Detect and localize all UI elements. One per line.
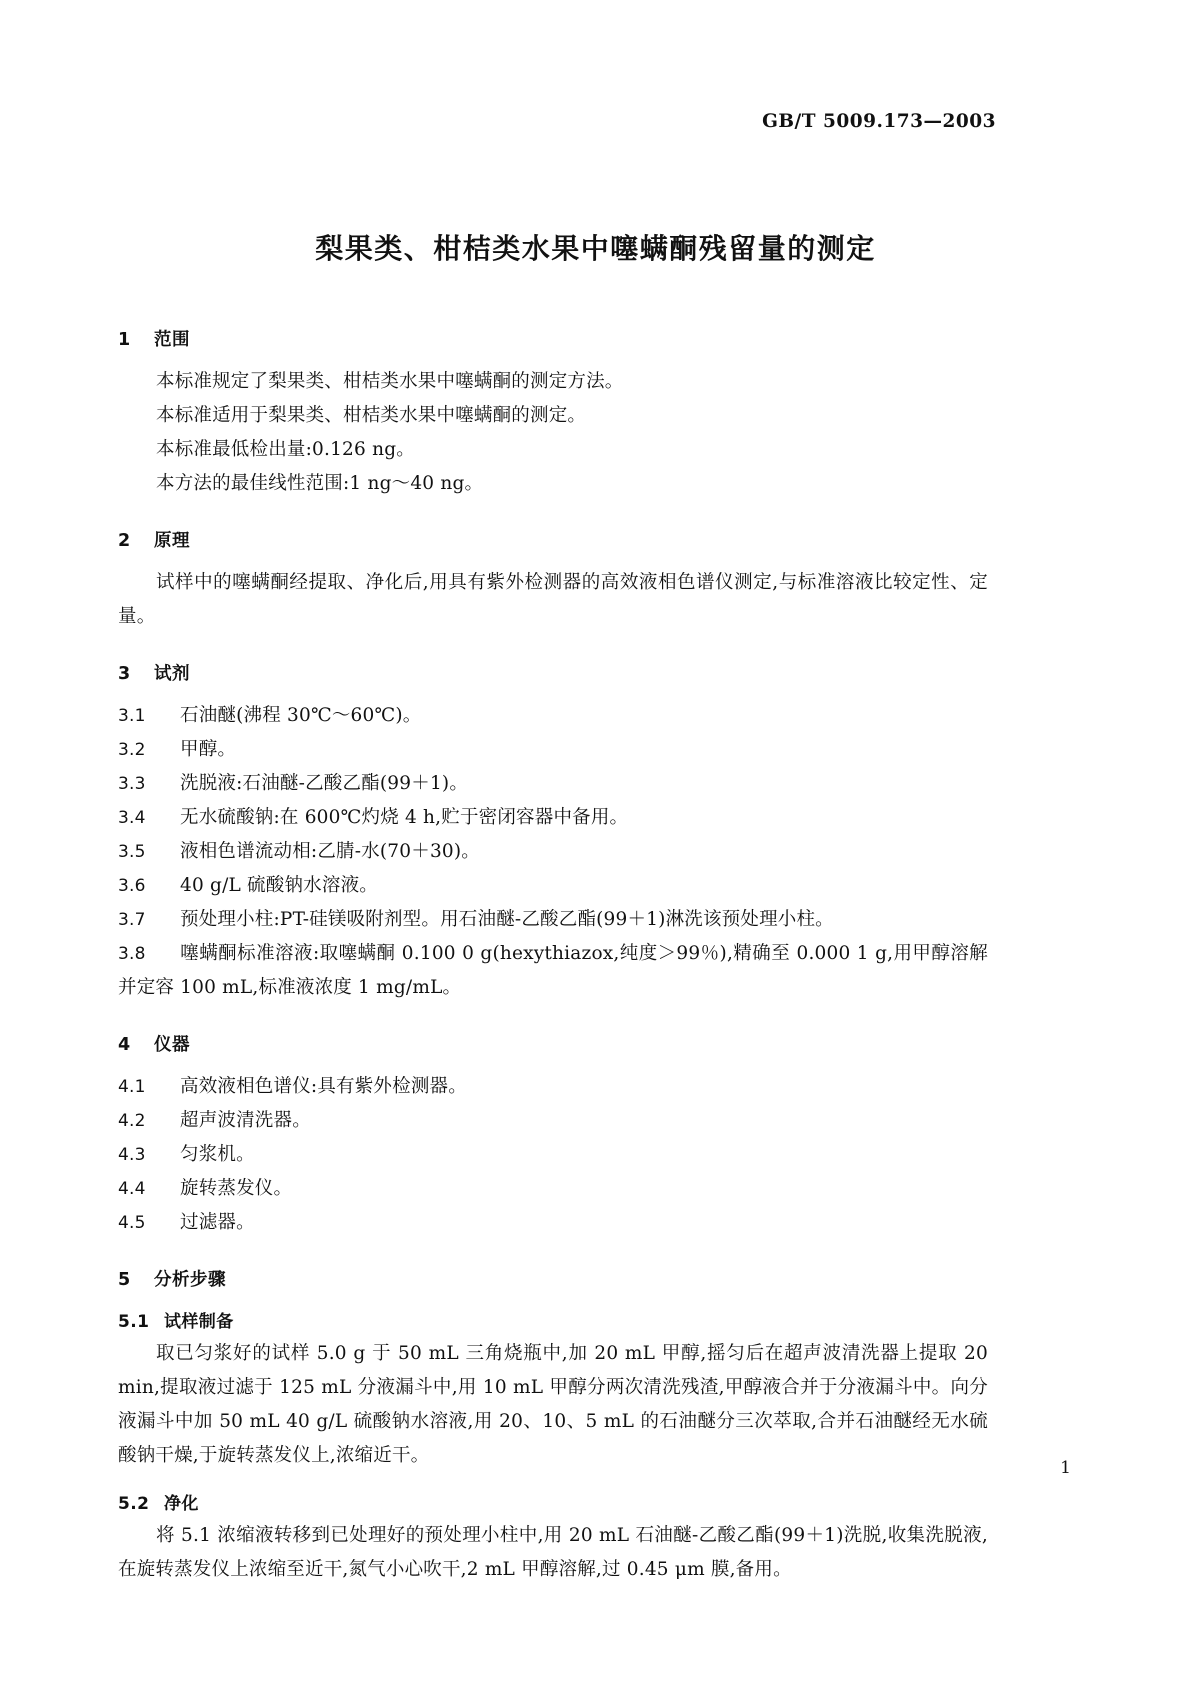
reagent-text-3-2: 甲醇。 — [180, 739, 237, 760]
reagent-text-3-5: 液相色谱流动相:乙腈-水(70＋30)。 — [180, 841, 481, 862]
section-heading-3 — [118, 660, 988, 685]
section-2-paragraph: 试样中的噻螨酮经提取、净化后,用具有紫外检测器的高效液相色谱仪测定,与标准溶液比较定性、定量。 — [118, 572, 988, 627]
section-number-1: 1 — [118, 330, 131, 350]
subsection-heading-5-2 — [118, 1489, 988, 1514]
reagent-text-3-3: 洗脱液:石油醚-乙酸乙酯(99＋1)。 — [180, 773, 469, 794]
section-1-line-3: 本标准最低检出量:0.126 ng。 — [156, 439, 415, 460]
section-title-4: 仪器 — [154, 1035, 190, 1055]
reagent-label-3-7: 3.7 — [118, 910, 146, 930]
reagent-text-3-1: 石油醚(沸程 30℃～60℃)。 — [180, 705, 422, 726]
section-title-1: 范围 — [154, 330, 190, 350]
reagent-label-3-1: 3.1 — [118, 706, 146, 726]
apparatus-text-4-4: 旋转蒸发仪。 — [180, 1178, 293, 1199]
apparatus-item-4-3 — [118, 1138, 988, 1172]
section-1-line-4: 本方法的最佳线性范围:1 ng～40 ng。 — [156, 473, 484, 494]
section-number-3: 3 — [118, 664, 131, 684]
reagent-item-3-4 — [118, 801, 988, 835]
reagent-item-3-7 — [118, 903, 988, 937]
section-number-2: 2 — [118, 531, 131, 551]
apparatus-item-4-4 — [118, 1172, 988, 1206]
reagent-item-3-1 — [118, 699, 988, 733]
apparatus-text-4-3: 匀浆机。 — [180, 1144, 255, 1165]
section-heading-1 — [118, 326, 988, 351]
apparatus-text-4-5: 过滤器。 — [180, 1212, 255, 1233]
apparatus-item-4-1 — [118, 1070, 988, 1104]
reagent-text-3-6: 40 g/L 硫酸钠水溶液。 — [180, 875, 378, 896]
section-number-4: 4 — [118, 1035, 131, 1055]
subsection-number-5-2: 5.2 — [118, 1494, 150, 1514]
subsection-title-5-2: 净化 — [164, 1494, 199, 1514]
reagent-text-3-4: 无水硫酸钠:在 600℃灼烧 4 h,贮于密闭容器中备用。 — [180, 807, 629, 828]
reagent-item-3-3 — [118, 767, 988, 801]
standard-code-header: GB/T 5009.173—2003 — [762, 111, 996, 132]
apparatus-item-4-2 — [118, 1104, 988, 1138]
reagent-label-3-3: 3.3 — [118, 774, 146, 794]
reagent-text-3-7: 预处理小柱:PT-硅镁吸附剂型。用石油醚-乙酸乙酯(99＋1)淋洗该预处理小柱。 — [180, 909, 834, 930]
apparatus-text-4-2: 超声波清洗器。 — [180, 1110, 311, 1131]
section-title-3: 试剂 — [154, 664, 190, 684]
reagent-item-3-8 — [118, 937, 988, 1005]
reagent-item-3-2 — [118, 733, 988, 767]
section-number-5: 5 — [118, 1270, 131, 1290]
section-1-line-1: 本标准规定了梨果类、柑桔类水果中噻螨酮的测定方法。 — [156, 371, 624, 392]
apparatus-label-4-4: 4.4 — [118, 1179, 146, 1199]
section-heading-2 — [118, 527, 988, 552]
subsection-5-2-paragraph: 将 5.1 浓缩液转移到已处理好的预处理小柱中,用 20 mL 石油醚-乙酸乙酯(99＋1)洗脱,收集洗脱液,在旋转蒸发仪上浓缩至近干,氮气小心吹干,2 mL 甲醇溶解,过 0.45 μm 膜,备用。 — [118, 1525, 988, 1580]
apparatus-text-4-1: 高效液相色谱仪:具有紫外检测器。 — [180, 1076, 467, 1097]
reagent-item-3-5 — [118, 835, 988, 869]
subsection-heading-5-1 — [118, 1307, 988, 1332]
apparatus-label-4-3: 4.3 — [118, 1145, 146, 1165]
section-1-line-2: 本标准适用于梨果类、柑桔类水果中噻螨酮的测定。 — [156, 405, 587, 426]
reagent-item-3-6 — [118, 869, 988, 903]
reagent-label-3-4: 3.4 — [118, 808, 146, 828]
section-title-2: 原理 — [154, 531, 190, 551]
reagent-label-3-2: 3.2 — [118, 740, 146, 760]
document-body — [118, 300, 988, 1589]
apparatus-label-4-1: 4.1 — [118, 1077, 146, 1097]
apparatus-item-4-5 — [118, 1206, 988, 1240]
page-number: 1 — [1060, 1458, 1071, 1478]
subsection-title-5-1: 试样制备 — [164, 1312, 234, 1332]
subsection-number-5-1: 5.1 — [118, 1312, 150, 1332]
section-title-5: 分析步骤 — [154, 1270, 226, 1290]
section-heading-4 — [118, 1031, 988, 1056]
page-title: 梨果类、柑桔类水果中噻螨酮残留量的测定 — [315, 231, 876, 265]
reagent-label-3-8: 3.8 — [118, 944, 146, 964]
subsection-5-1-paragraph: 取已匀浆好的试样 5.0 g 于 50 mL 三角烧瓶中,加 20 mL 甲醇,摇匀后在超声波清洗器上提取 20 min,提取液过滤于 125 mL 分液漏斗中,用 10 mL 甲醇分两次清洗残渣,甲醇液合并于分液漏斗中。向分液漏斗中加 50 mL 40 g/L 硫酸钠水溶液,用 20、10、5 mL 的石油醚分三次萃取,合并石油醚经无水硫酸钠干燥,于旋转蒸发仪上,浓缩近干。 — [118, 1343, 988, 1466]
reagent-label-3-5: 3.5 — [118, 842, 146, 862]
reagent-text-3-8: 噻螨酮标准溶液:取噻螨酮 0.100 0 g(hexythiazox,纯度＞99％),精确至 0.000 1 g,用甲醇溶解并定容 100 mL,标准液浓度 1 mg/mL。 — [118, 943, 988, 998]
reagent-label-3-6: 3.6 — [118, 876, 146, 896]
apparatus-label-4-5: 4.5 — [118, 1213, 146, 1233]
apparatus-label-4-2: 4.2 — [118, 1111, 146, 1131]
section-heading-5 — [118, 1266, 988, 1291]
